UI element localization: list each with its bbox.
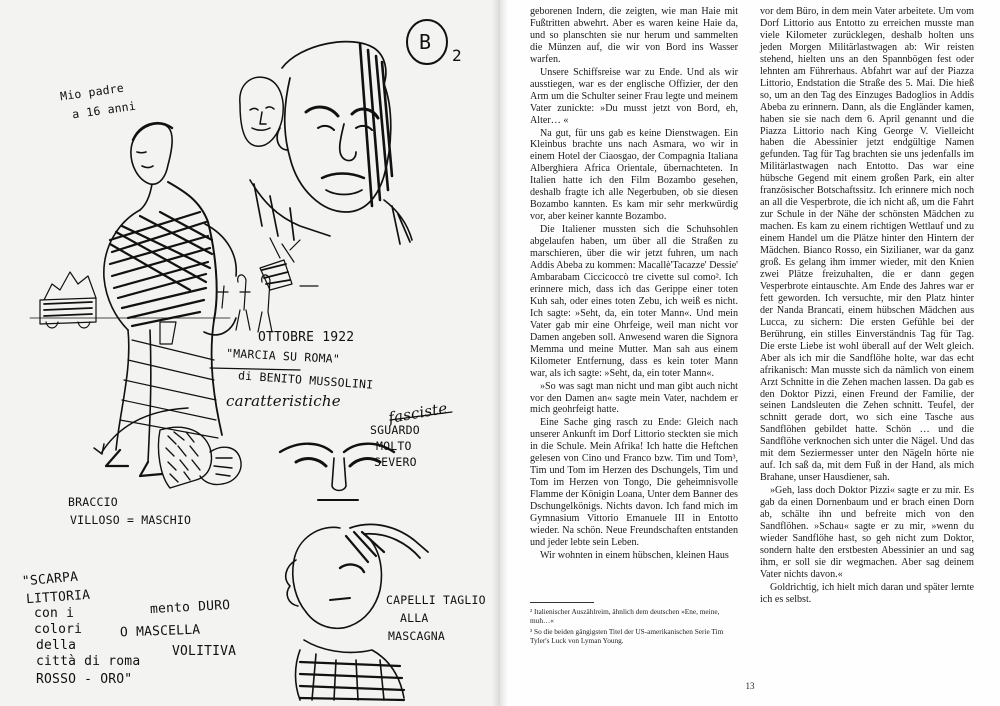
paragraph: »So was sagt man nicht und man gibt auch nicht vor den Damen an« sagte mein Vater, nachdem er mich geohrfeigt hatte. [530, 380, 738, 416]
footnote: ² Italienischer Auszählreim, ähnlich dem deutschen »Ene, meine, muh…« [530, 607, 720, 625]
hairy-arm-sketch [158, 427, 241, 488]
paragraph: Die Italiener mussten sich die Schuhsohlen abgelaufen haben, um über all die Straßen zu marschieren, über die wir jetzt fuhren, um nach Addis Abeba zu kommen: Macallè'Tacazze' Dessie' Ambarabam Ciccicoccò tre civette sul como². Ich erinnere mich, dass ich das Gerippe einer toten Kuh sah, oder eines toten Zebu, ich weiß es nicht. Ich sagte: »Seht, da, ein toter Mann«. Und mein Vater gab mir eine Ohrfeige, weil man nicht vor Damen angeben soll. Anwesend waren die Signora Memma und meine Mutter. Man sah aus einem Kilometer Entfernung, dass es kein toter Mann war, als ich sagte: »Seht, da, ein toter Mann«. [530, 224, 738, 379]
caption-chin-line-1: mento DURO [149, 597, 231, 618]
caption-arm-line-1: BRACCIO [68, 495, 118, 509]
paragraph: Goldrichtig, ich hielt mich daran und später lernte ich es selbst. [760, 581, 974, 605]
caption-gaze-line-2: MOLTO [376, 439, 412, 453]
father-trousers-hatching [120, 340, 218, 438]
caption-father-line-2: a 16 anni [71, 98, 137, 122]
page-marker-letter: B [419, 30, 432, 54]
caption-shoe-line-4: colori [34, 622, 83, 637]
caption-father-line-1: Mio padre [59, 80, 125, 104]
caption-shoe-line-3: con i [34, 606, 75, 621]
footnote-divider [530, 602, 594, 603]
mussolini-portrait [250, 42, 412, 244]
paragraph: »Geh, lass doch Doktor Pizzi« sagte er zu mir. Es gab da einen Dornenbaum und er brach einen Dorn ab, schälte ihn und befreite mich von den Sandflöhen. »Schau« sagte er zu mir, »wenn du wieder Sandflöhe hast, so geh nicht zum Doktor, sondern halte den erstbesten Abessinier an und sag ihm, er soll sie dir wegmachen. Aber sag deinem Vater nichts davon.« [760, 485, 974, 580]
father-figure [104, 123, 236, 476]
book-gutter-shadow [492, 0, 508, 706]
caption-march: "MARCIA SU ROMA" [225, 346, 341, 366]
footnotes [530, 607, 738, 647]
curved-arrow [94, 408, 188, 454]
paragraph: Eine Sache ging rasch zu Ende: Gleich nach unserer Ankunft im Dorf Littorio steckten sie mich in die Schule. Mein Afrika! Ich hatte die Heftchen gelesen von Cino und Franco bzw. Tim und Tom³, Tim und Tom im Herzen des Dschungels, Tim und Tom im Herzen von Tongo, Die geheimnisvolle Flamme der Königin Loana, Unter dem Banner des Dschungelkönigs. Nichts davon. Ich fand mich im Gymnasium Vittorio Emanuele III in Entotto wieder. Na schön. Neue Freundschaften entstanden und jeder lebte sein Leben. [530, 417, 738, 548]
text-page [500, 0, 1000, 706]
caption-shoe-line-5: della [36, 638, 77, 653]
text-column-left [530, 6, 738, 562]
profile-collar-hatching [300, 532, 404, 700]
paragraph: Wir wohnten in einem hübschen, kleinen Haus [540, 549, 729, 561]
caption-chin-line-2: O MASCELLA [119, 622, 201, 641]
caption-hair-line-3: MASCAGNA [388, 629, 445, 643]
caption-gaze-line-3: SEVERO [374, 455, 417, 469]
caption-shoe-line-1: "SCARPA [21, 569, 79, 590]
caption-hair-line-1: CAPELLI TAGLIO [386, 593, 486, 607]
footnote: ³ So die beiden gängigsten Titel der US-amerikanischen Serie Tim Tyler's Luck von Lyman Young. [530, 627, 724, 645]
page-number: 13 [745, 681, 755, 691]
caption-chin-line-3: VOLITIVA [172, 644, 237, 659]
paragraph: Na gut, für uns gab es keine Dienstwagen. Ein Kleinbus brachte uns nach Asmara, wo wir in einem Hotel der Ciaosgao, der Compagnia Italiana Alberghiera Africa Orientale, übernachteten. In Italien hatte ich den Film Bozambo gesehen, deshalb fragte ich alle Negerbuben, ob sie diesen Bozambo kannten. Es kam mir sehr merkwürdig vor, aber keiner kannte Bozambo. [530, 127, 738, 223]
caption-traits: caratteristiche [226, 392, 341, 410]
paragraph: Unsere Schiffsreise war zu Ende. Und als wir ausstiegen, war es der englische Offizier, der den Arm um die Schulter seiner Frau legte und meinem Vater zunickte: »Du musst jetzt von Bord, eh, Alter… « [530, 66, 738, 126]
text-column-right [760, 6, 974, 606]
caption-gaze-line-1: SGUARDO [370, 423, 420, 437]
marching-scene [30, 238, 318, 344]
caption-shoe-line-6: città di roma [36, 654, 141, 669]
caption-shoe-line-2: LITTORIA [25, 587, 91, 608]
caption-hair-line-2: ALLA [400, 611, 429, 625]
page-marker-index: 2 [452, 46, 462, 65]
caption-arm-line-2: VILLOSO = MASCHIO [70, 513, 192, 527]
caption-author: di BENITO MUSSOLINI [237, 368, 374, 392]
paragraph: vor dem Büro, in dem mein Vater arbeitete. Um vom Dorf Littorio aus Entotto zu erreichen musste man viele Kilometer zurücklegen, deshalb holten uns jeden Morgen Militärlastwagen ab: Wir reisten stehend, hielten uns an den Spannbögen fest oder lehnten am Führerhaus. Abfahrt war auf der Piazza Littorio, Endstation die Straße des 5. Mai. Die hieß so, um an den Tag des Einzuges Badoglios in Addis Abeba zu erinnern. Dann, als die Engländer kamen, haben sie sie nach dem 6. April genannt und die Piazza Littorio nach King George V. Vielleicht haben die Abessinier jetzt endgültige Namen gefunden. Tag für Tag brachten sie uns jedenfalls im Militärlastwagen nach Entotto. Das war eine hübsche Gegend mit einem großen Park, ein alter französischer Botschaftssitz. Ich erinnere mich noch an all die Vesperbrote, die ich nicht aß, um die Fahrt zur Schule in der Nähe der schönsten Mädchen zu machen. Es kam zu einem richtigen Wettlauf und zu einem Handel um die Plätze hinter den Hintern der Mädchen. Bianco Rosso, ein Sizilianer, war da ganz groß. Es gelang ihm immer wieder, mit den Knien zwei Plätze freizuhalten, die er dann gegen Vesperbrote eintauschte. Am Ende des Jahres war er fett geworden. Ich versuchte, mir den Platz hinter der Nanda Brancati, einem hübschen Mädchen aus Lucca, zu sichern: Die ersten Gefühle bei der Berührung, ein stilles Einverständnis Tag für Tag. Die erste Liebe ist wohl überall auf der Welt gleich. Aber als ich mir die Sandflöhe holte, war das echt afrikanisch: Man musste sich da nämlich von einem Arzt Schnitte in die Zehen machen lassen. Da gab es den Doktor Pizzi, einen Freund der Familie, der seinen Landsleuten die Zehen schnitt. Teufel, der schnitt gerade dort, wo sich eine Tasche aus Sandflöhen gebildet hatte. Schön … und die Sandflöhe verknochen sich unter die Nägel. Und das mit dem Seziermesser unter den Nägeln hörte nie auf. Ich saß da, mit dem Fuß in der Hand, als mich Brahane, unser Hausdiener, sah. [760, 6, 974, 484]
caption-fasciste: fasciste [386, 398, 449, 428]
paragraph: geborenen Indern, die zeigten, wie man Haie mit Fußtritten abwehrt. Aber es waren keine Haie da, und so planschten sie nur herum und sammelten die Münzen auf, die wir von Bord ins Wasser warfen. [530, 6, 738, 65]
caption-shoe-line-7: ROSSO - ORO" [36, 672, 133, 687]
caption-date: OTTOBRE 1922 [258, 330, 355, 345]
father-shirt-hatching [110, 212, 212, 326]
